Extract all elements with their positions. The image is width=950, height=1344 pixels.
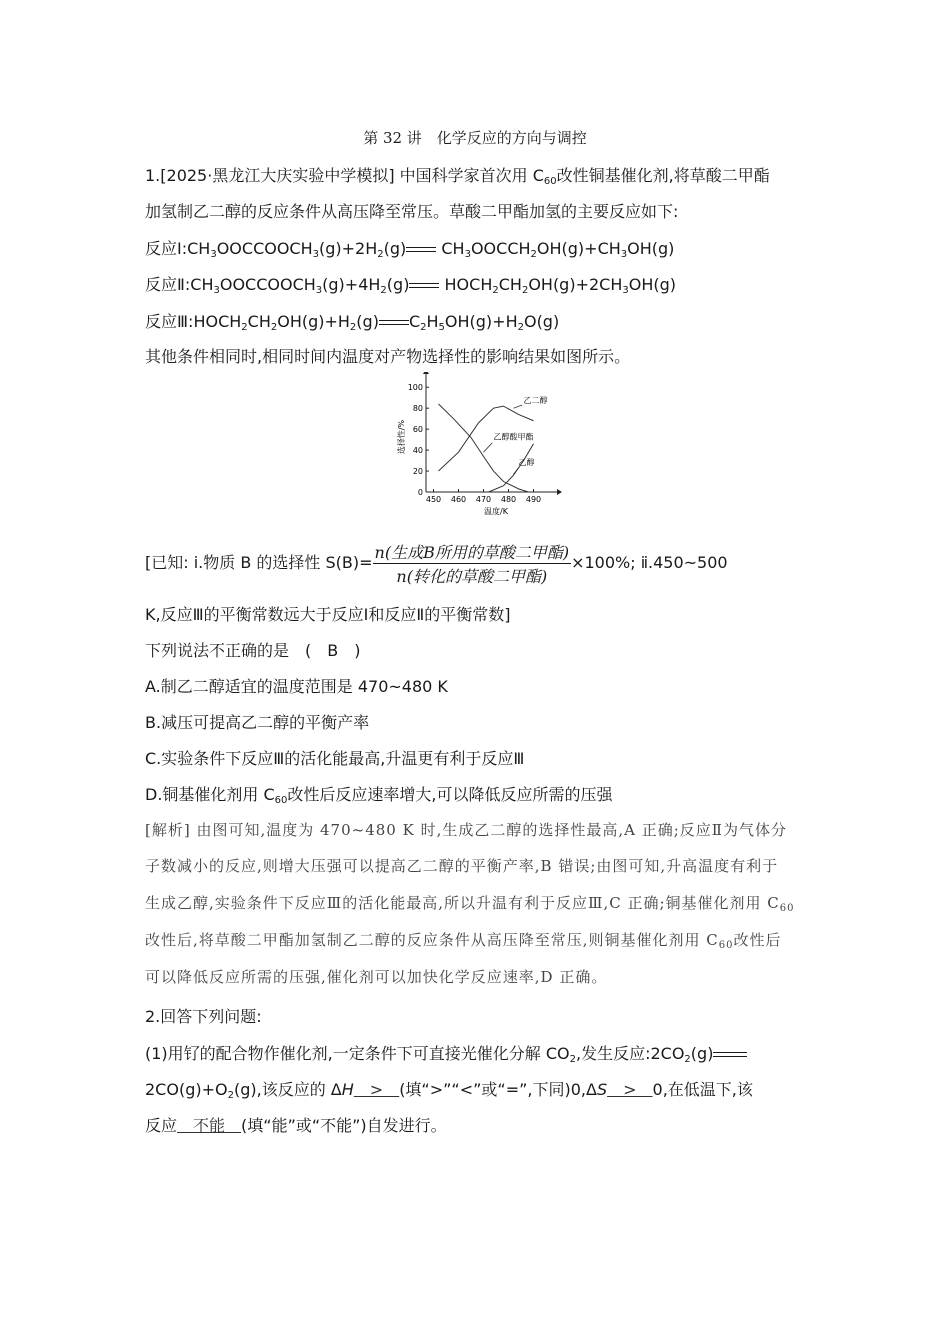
q2-part1-line3: 反应 不能 (填“能”或“不能”)自发进行。 [145, 1113, 447, 1136]
option-a: A.制乙二醇适宜的温度范围是 470~480 K [145, 677, 448, 696]
y-tick-label: 80 [412, 404, 423, 414]
series-label: 乙醇 [518, 457, 535, 467]
explanation-line2: 子数减小的反应,则增大压强可以提高乙二醇的平衡产率,B 错误;由图可知,升高温度有利于 [145, 857, 779, 875]
leader-line [514, 468, 519, 474]
answer-blank-spontaneous[interactable]: 不能 [177, 1116, 242, 1135]
y-tick-label: 20 [412, 467, 423, 477]
leader-line [514, 405, 523, 408]
x-tick-label: 470 [475, 495, 492, 504]
explanation-line4: 改性后,将草酸二甲酯加氢制乙二醇的反应条件从高压降至常压,则铜基催化剂用 $C_{60}$改性后 [145, 931, 782, 951]
reaction-3: 反应$Ⅲ:HOCH_2CH_2OH(g)+H_2(g)$ $C_2H_5OH(g)+H_2O(g)$ [145, 312, 560, 333]
x-tick-label: 480 [500, 495, 517, 504]
q1-intro-line1: 1.[2025·黑龙江大庆实验中学模拟] 中国科学家首次用 $C_{60}$改性铜基催化剂,将草酸二甲酯 [145, 166, 770, 187]
x-tick-label: 450 [425, 495, 442, 504]
series-label: 乙醇酸甲酯 [493, 432, 534, 442]
answer-blank-ds[interactable]: > [607, 1080, 653, 1099]
option-c: C.实验条件下反应Ⅲ的活化能最高,升温更有利于反应Ⅲ [145, 749, 525, 768]
leader-line [484, 443, 493, 452]
explanation-line5: 可以降低反应所需的压强,催化剂可以加快化学反应速率,D 正确。 [145, 968, 608, 986]
y-tick-label: 60 [412, 425, 423, 435]
x-axis-arrow [557, 489, 562, 495]
condition-text: 其他条件相同时,相同时间内温度对产物选择性的影响结果如图所示。 [145, 347, 631, 366]
explanation-line1: [解析] 由图可知,温度为 470~480 K 时,生成乙二醇的选择性最高,A 正确;反应Ⅱ为气体分 [145, 821, 787, 839]
q2-part1-line1: (1)用钌的配合物作催化剂,一定条件下可直接光催化分解 $CO_2$,发生反应$:2CO_2(g)$ [145, 1041, 747, 1065]
series-line [439, 404, 529, 492]
question-stem: 下列说法不正确的是 ( B ) [145, 641, 361, 660]
series-label: 乙二醇 [523, 395, 548, 405]
option-d: D.铜基催化剂用 $C_{60}$改性后反应速率增大,可以降低反应所需的压强 [145, 785, 613, 806]
x-axis-label: 温度/K [484, 507, 508, 516]
y-axis-arrow [423, 372, 429, 374]
x-tick-label: 460 [450, 495, 467, 504]
y-tick-label: 100 [407, 383, 423, 393]
y-tick-label: 0 [417, 488, 423, 497]
y-axis-label: 选择性/% [397, 419, 406, 455]
reaction-2: 反应$Ⅱ:CH_3OOCCOOCH_3(g)+4H_2(g)$ $HOCH_2CH_2OH(g)+2CH_3OH(g)$ [145, 275, 677, 296]
reaction-1: 反应$Ⅰ:CH_3OOCCOOCH_3(g)+2H_2(g)$ $CH_3OOCCH_2OH(g)+CH_3OH(g)$ [145, 239, 675, 260]
selectivity-chart [392, 372, 567, 520]
known-formula: [已知: ⅰ.物质 B 的选择性 S(B)= $\frac{\text{n(生成B所用的草酸二甲酯)}}{\text{n(转化的草酸二甲酯)}}$ ×100%; ⅱ.450~500 [145, 540, 728, 587]
q2-part1-line2: $2CO(g)+O_2(g)$,该反应的 ΔH > (填“>”“<”或“=”,下同)0,ΔS > 0,在低温下,该 [145, 1077, 753, 1101]
known-line2: K,反应Ⅲ的平衡常数远大于反应Ⅰ和反应Ⅱ的平衡常数] [145, 605, 511, 624]
page-title: 第 32 讲 化学反应的方向与调控 [363, 129, 587, 147]
answer-blank-dh[interactable]: > [353, 1080, 400, 1099]
q2-title: 2.回答下列问题: [145, 1007, 262, 1026]
option-b: B.减压可提高乙二醇的平衡产率 [145, 713, 370, 732]
x-tick-label: 490 [525, 495, 542, 504]
explanation-line3: 生成乙醇,实验条件下反应Ⅲ的活化能最高,所以升温有利于反应Ⅲ,C 正确;铜基催化剂用 $C_{60}$ [145, 894, 795, 914]
y-tick-label: 40 [412, 446, 423, 456]
selectivity-fraction: $\frac{\text{n(生成B所用的草酸二甲酯)}}{\text{n(转化的草酸二甲酯)}}$ [373, 540, 572, 587]
q1-intro-line2: 加氢制乙二醇的反应条件从高压降至常压。草酸二甲酯加氢的主要反应如下: [145, 202, 679, 221]
